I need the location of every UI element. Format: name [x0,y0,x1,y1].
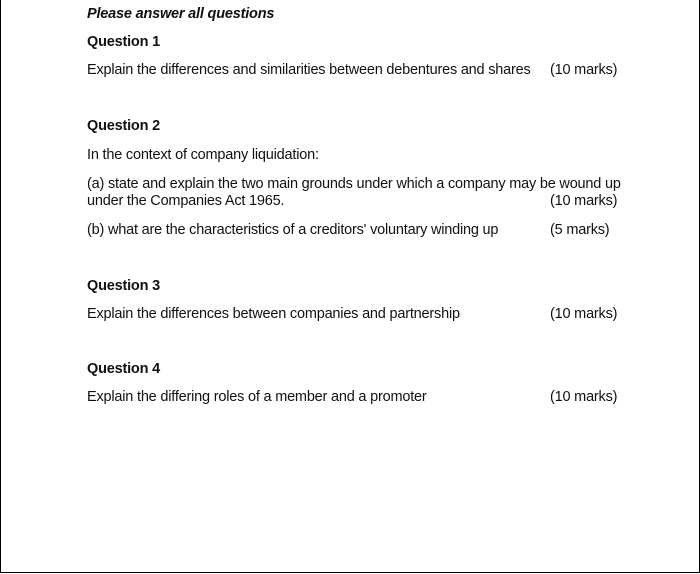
question-2-part-b-marks: (5 marks) [550,222,610,238]
question-1-text: Explain the differences and similarities between debentures and shares [87,62,531,78]
question-2-part-a-line2: under the Companies Act 1965. [87,193,285,209]
question-2-intro: In the context of company liquidation: [87,147,319,163]
question-4-marks: (10 marks) [550,389,618,405]
question-4-heading: Question 4 [87,361,160,377]
question-2-heading: Question 2 [87,118,160,134]
question-3-marks: (10 marks) [550,306,618,322]
instructions: Please answer all questions [87,6,275,22]
question-2-part-a-marks: (10 marks) [550,193,618,209]
question-4-text: Explain the differing roles of a member and a promoter [87,389,427,405]
question-1-marks: (10 marks) [550,62,618,78]
question-1-heading: Question 1 [87,34,160,50]
question-2-part-a-line1: (a) state and explain the two main grounds under which a company may be wound up [87,176,621,192]
question-3-heading: Question 3 [87,278,160,294]
question-3-text: Explain the differences between companies and partnership [87,306,460,322]
question-2-part-b: (b) what are the characteristics of a creditors' voluntary winding up [87,222,499,238]
